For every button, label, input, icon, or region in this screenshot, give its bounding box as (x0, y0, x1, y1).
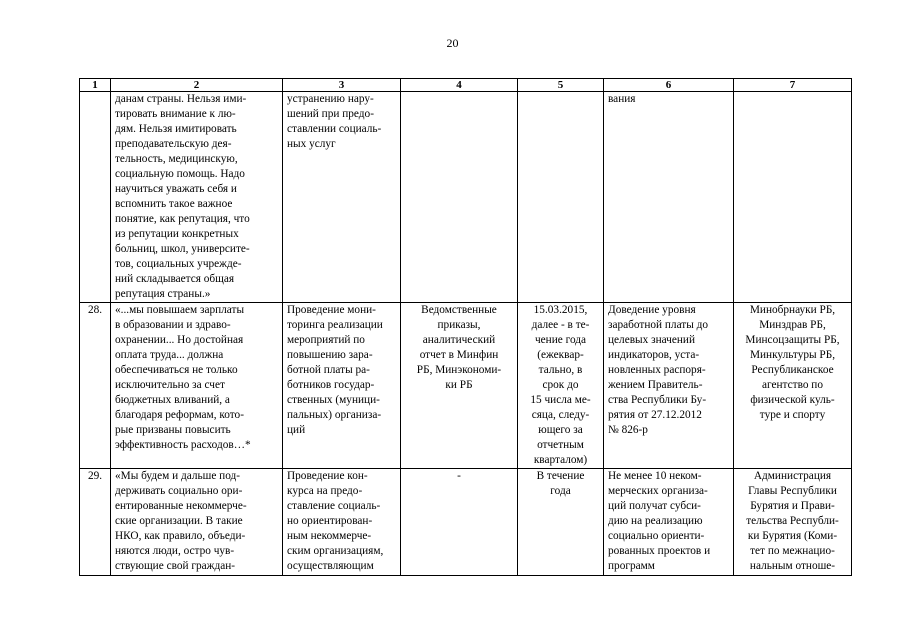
header-cell-6: 6 (604, 79, 734, 92)
deadline-cell (518, 92, 604, 303)
responsible-cell (734, 92, 852, 303)
table-row (80, 469, 852, 576)
table-header-row (80, 79, 852, 92)
result-cell: Доведение уровня заработной платы до целевых значений индикаторов, уста- новленных распоря- жением Правитель- ства Республики Бу- рятия от 27.12.2012 № 826-р (604, 303, 734, 469)
deadline-cell: 15.03.2015, далее - в те- чение года (ежеквар- тально, в срок до 15 числа ме- сяца, следу- ющего за отчетным кварталом) (518, 303, 604, 469)
measure-cell: устранению нару- шений при предо- ставлении социаль- ных услуг (283, 92, 401, 303)
measure-cell: Проведение кон- курса на предо- ставление социаль- но ориентирован- ным некоммерче- ским организациям, осуществляющим (283, 469, 401, 576)
measure-cell: Проведение мони- торинга реализации мероприятий по повышению зара- ботной платы ра- ботников государ- ственных (муници- пальных) организа- ций (283, 303, 401, 469)
header-cell-4: 4 (401, 79, 518, 92)
document-cell: - (401, 469, 518, 576)
document-cell (401, 92, 518, 303)
plan-table (79, 78, 852, 576)
deadline-cell: В течение года (518, 469, 604, 576)
header-cell-3: 3 (283, 79, 401, 92)
row-number (80, 92, 111, 303)
result-cell: Не менее 10 неком- мерческих организа- ций получат субси- дию на реализацию социально ориенти- рованных проектов и программ (604, 469, 734, 576)
responsible-cell: Администрация Главы Республики Бурятия и Прави- тельства Республи- ки Бурятия (Коми- тет по межнацио- нальным отноше- (734, 469, 852, 576)
row-number: 29. (80, 469, 111, 576)
header-cell-7: 7 (734, 79, 852, 92)
header-cell-2: 2 (111, 79, 283, 92)
row-number: 28. (80, 303, 111, 469)
header-cell-5: 5 (518, 79, 604, 92)
quote-cell: «...мы повышаем зарплаты в образовании и здраво- охранении... Но достойная оплата труда... должна обеспечиваться не только исключительно за счет бюджетных вливаний, а благодаря реформам, кото- рые призваны повысить эффективность расходов…* (111, 303, 283, 469)
result-cell: вания (604, 92, 734, 303)
table-row (80, 303, 852, 469)
page-number: 20 (446, 36, 459, 50)
responsible-cell: Минобрнауки РБ, Минздрав РБ, Минсоцзащиты РБ, Минкультуры РБ, Республиканское агентство по физической куль- туре и спорту (734, 303, 852, 469)
document-cell: Ведомственные приказы, аналитический отчет в Минфин РБ, Минэкономи- ки РБ (401, 303, 518, 469)
quote-cell: данам страны. Нельзя ими- тировать внимание к лю- дям. Нельзя имитировать преподавательскую дея- тельность, медицинскую, социальную помощь. Надо научиться уважать себя и вспомнить такое важное понятие, как репутация, что из репутации конкретных больниц, школ, университе- тов, социальных учрежде- ний складывается общая репутация страны.» (111, 92, 283, 303)
header-cell-1: 1 (80, 79, 111, 92)
quote-cell: «Мы будем и дальше под- держивать социально ори- ентированные некоммерче- ские организации. В такие НКО, как правило, объеди- няются люди, остро чув- ствующие свой граждан- (111, 469, 283, 576)
table-row (80, 92, 852, 303)
